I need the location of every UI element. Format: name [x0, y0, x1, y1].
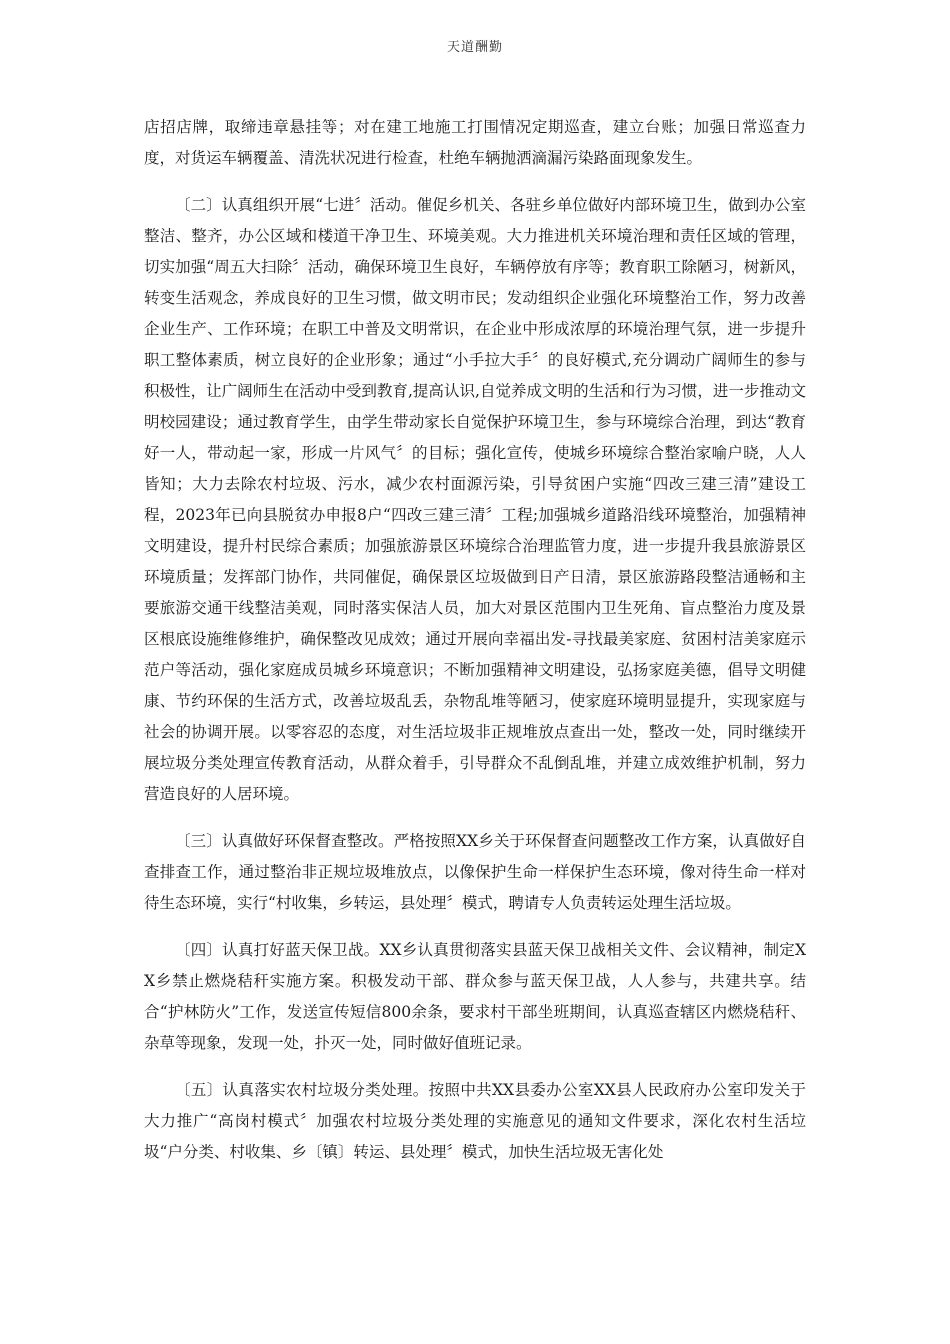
paragraph-continuation: 店招店牌，取缔违章悬挂等；对在建工地施工打围情况定期巡查，建立台账；加强日常巡查力度，对货运车辆覆盖、清洗状况进行检查，杜绝车辆抛洒滴漏污染路面现象发生。 — [144, 118, 806, 167]
paragraph-section-3: 〔三〕认真做好环保督查整改。严格按照XX乡关于环保督查问题整改工作方案，认真做好自查排查工作，通过整治非正规垃圾堆放点，以像保护生命一样保护生态环境，像对待生命一样对待生态环境，实行“村收集，乡转运，县处理〞模式，聘请专人负责转运处理生活垃圾。 — [144, 832, 806, 912]
paragraph-section-4: 〔四〕认真打好蓝天保卫战。XX乡认真贯彻落实县蓝天保卫战相关文件、会议精神，制定XX乡禁止燃烧秸秆实施方案。积极发动干部、群众参与蓝天保卫战，人人参与，共建共享。结合“护林防火”工作，发送宣传短信800余条，要求村干部坐班期间，认真巡查辖区内燃烧秸秆、杂草等现象，发现一处，扑灭一处，同时做好值班记录。 — [144, 941, 806, 1052]
page-header: 天道酬勤 — [446, 40, 503, 55]
paragraph-section-5: 〔五〕认真落实农村垃圾分类处理。按照中共XX县委办公室XX县人民政府办公室印发关于大力推广“高岗村模式〞加强农村垃圾分类处理的实施意见的通知文件要求，深化农村生活垃圾“户分类、村收集、乡〔镇〕转运、县处理〞模式，加快生活垃圾无害化处 — [144, 1081, 806, 1161]
document-body — [144, 112, 806, 1168]
paragraph-section-2: 〔二〕认真组织开展“七进〞活动。催促乡机关、各驻乡单位做好内部环境卫生，做到办公室整洁、整齐，办公区域和楼道干净卫生、环境美观。大力推进机关环境治理和责任区域的管理，切实加强“周五大扫除〞活动，确保环境卫生良好，车辆停放有序等；教育职工除陋习，树新风，转变生活观念，养成良好的卫生习惯，做文明市民；发动组织企业强化环境整治工作，努力改善企业生产、工作环境；在职工中普及文明常识，在企业中形成浓厚的环境治理气氛，进一步提升职工整体素质，树立良好的企业形象；通过“小手拉大手〞的良好模式,充分调动广阔师生的参与积极性，让广阔师生在活动中受到教育,提高认识,自觉养成文明的生活和行为习惯，进一步推动文明校园建设；通过教育学生，由学生带动家长自觉保护环境卫生，参与环境综合治理，到达“教育好一人，带动起一家，形成一片风气〞的目标；强化宣传，使城乡环境综合整治家喻户晓，人人皆知；大力去除农村垃圾、污水，减少农村面源污染，引导贫困户实施“四改三建三清”建设工程，2023年已向县脱贫办申报8户“四改三建三清〞工程;加强城乡道路沿线环境整治，加强精神文明建设，提升村民综合素质；加强旅游景区环境综合治理监管力度，进一步提升我县旅游景区环境质量；发挥部门协作，共同催促，确保景区垃圾做到日产日清，景区旅游路段整洁通畅和主要旅游交通干线整洁美观，同时落实保洁人员，加大对景区范围内卫生死角、盲点整治力度及景区根底设施维修维护，确保整改见成效；通过开展向幸福出发-寻找最美家庭、贫困村洁美家庭示范户等活动，强化家庭成员城乡环境意识；不断加强精神文明建设，弘扬家庭美德，倡导文明健康、节约环保的生活方式，改善垃圾乱丢，杂物乱堆等陋习，使家庭环境明显提升，实现家庭与社会的协调开展。以零容忍的态度，对生活垃圾非正规堆放点查出一处，整改一处，同时继续开展垃圾分类处理宣传教育活动，从群众着手，引导群众不乱倒乱堆，并建立成效维护机制，努力营造良好的人居环境。 — [144, 196, 806, 803]
